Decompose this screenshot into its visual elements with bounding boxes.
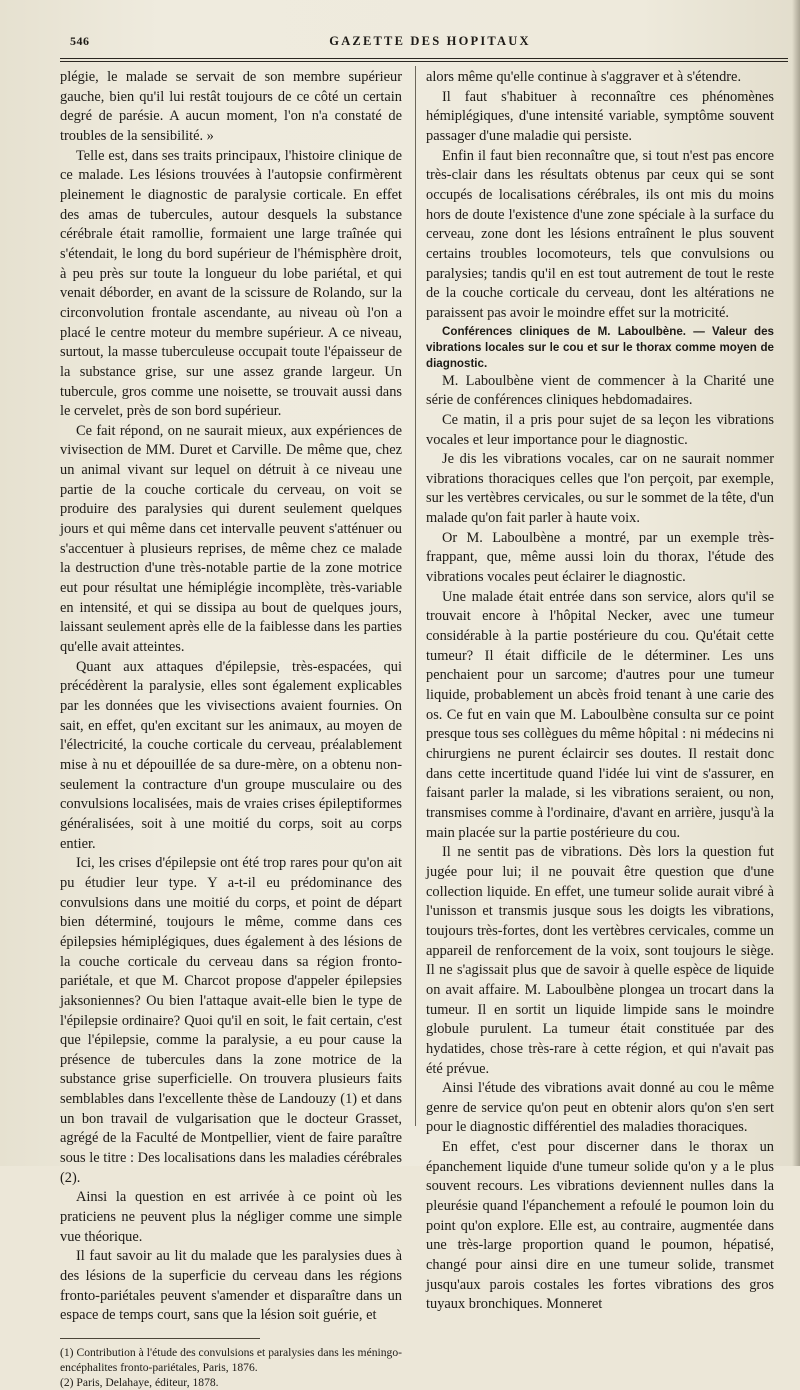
paragraph: Une malade était entrée dans son service, alors qu'il se trouvait encore à l'hôpital Necker, avec une tumeur considérable à la partie postérieure du cou. Qu'était cette tumeur? Il était difficile de le déterminer. Les uns penchaient pour un sarcome; d'autres pour une tumeur liquide, probablement un abcès froid tenant à une carie des os. Ce fut en vain que M. Laboulbène consulta sur ce point presque tous ses collègues du même hôpital : ni médecins ni chirurgiens ne purent éclaircir ses doutes. Il restait donc dans cette incertitude quand l'idée lui vint de s'assurer, en faisant parler la malade, si les vibrations seraient, ou non, transmises comme à l'ordinaire, d'avant en arrière, jusqu'à la main placée sur la partie postérieure du cou. [426, 588, 774, 841]
paragraph: En effet, c'est pour discerner dans le thorax un épanchement liquide d'une tumeur solide qu'on y a le plus souvent recours. Les vibrations deviennent nulles dans la pleurésie quand l'épanchement a refoulé le poumon loin du point qu'on explore. Elle est, au contraire, augmentée dans une très-large proportion quand le poumon, hépatisé, changé pour ainsi dire en une tumeur solide, transmet jusqu'aux parois costales les fortes vibrations des gros tuyaux bronchiques. Monneret [426, 1139, 774, 1313]
paragraph: Il ne sentit pas de vibrations. Dès lors la question fut jugée pour lui; il ne pouvait être question que d'une collection liquide. En effet, une tumeur solide aurait vibré à l'unisson et transmis jusque sous les doigts les vibrations, toujours très-fortes, dont les vertèbres cervicales, comme un appareil de renforcement de la voix, sont toujours le siège. Il ne s'agissait plus que de savoir à quelle espèce de liquide on avait affaire. M. Laboulbène plongea un trocart dans la tumeur. Il en sortit un liquide limpide sans le moindre globule purulent. La tumeur était constituée par des hydatides, chose très-rare à cette région, et qui n'avait pas été prévue. [426, 844, 774, 1077]
running-title: GAZETTE DES HOPITAUX [329, 34, 531, 48]
paragraph: plégie, le malade se servait de son membre supérieur gauche, bien qu'il lui restât toujours de ce côté un certain degré de parésie. A aucun moment, l'on n'a constaté de troubles de la sensibilité. » [60, 69, 402, 144]
paragraph: Telle est, dans ses traits principaux, l'histoire clinique de ce malade. Les lésions trouvées à l'autopsie confirmèrent pleinement le diagnostic de paralysie corticale. En effet des amas de tubercules, autour desquels la substance cérébrale était ramollie, formaient une large traînée qui s'étendait, le long du bord supérieur de l'hémisphère droit, à peu près sur toute la longueur du lobe pariétal, et qui venait déborder, en avant de la scissure de Rolando, sur la circonvolution frontale ascendante, au niveau où l'on a placé le centre moteur du membre supérieur. A ce niveau, surtout, la masse tuberculeuse occupait toute l'épaisseur de la substance grise, sur une assez grande largeur. Un tubercule, gros comme une noisette, se trouvait aussi dans le cervelet, près de son bord supérieur. [60, 147, 402, 420]
paragraph: Quant aux attaques d'épilepsie, très-espacées, qui précédèrent la paralysie, elles sont également explicables par les données que les vivisections avaient fournies. On sait, en effet, qu'en excitant sur les animaux, au moyen de l'électricité, la couche corticale du cerveau, préalablement mise à nu et dépouillée de sa dure-mère, on a obtenu non-seulement la contracture d'un groupe musculaire ou des convulsions localisées, mais de vraies crises épileptiformes généralisées, soit à une moitié du corps, soit au corps entier. [60, 658, 402, 852]
paragraph: Or M. Laboulbène a montré, par un exemple très-frappant, que, même aussi loin du thorax, l'étude des vibrations vocales peut éclairer le diagnostic. [426, 529, 774, 586]
paragraph: Ce matin, il a pris pour sujet de sa leçon les vibrations vocales et leur importance pour le diagnostic. [426, 411, 774, 448]
paragraph: Ainsi l'étude des vibrations avait donné au cou le même genre de service qu'on peut en obtenir alors qu'on s'en sert pour le diagnostic différentiel des maladies thoraciques. [426, 1080, 774, 1136]
paragraph: Ici, les crises d'épilepsie ont été trop rares pour qu'on ait pu étudier leur type. Y a-t-il eu prédominance des convulsions dans une moitié du corps, et point de départ bien déterminé, toujours le même, comme dans ces épilepsies hémiplégiques, dues également à des lésions de la couche corticale du cerveau dans sa région fronto-pariétale, et que M. Charcot propose d'appeler épilepsies jaksoniennes? Ou bien l'attaque avait-elle bien le type de l'épilepsie ordinaire? Quoi qu'il en soit, le fait certain, c'est que l'épilepsie, comme la paralysie, a eu pour cause la présence de tubercules dans la zone motrice de la substance grise superficielle. On trouvera plusieurs faits semblables dans l'excellente thèse de Landouzy (1) et dans un bon travail de vulgarisation que le docteur Grasset, agrégé de la Faculté de Montpellier, vient de faire paraître sous le titre : Des localisations dans les maladies cérébrales (2). [60, 855, 402, 1186]
footnote: (1) Contribution à l'étude des convulsions et paralysies dans les méningo-encéphalites fronto-pariétales, Paris, 1876. [60, 1346, 402, 1374]
paragraph: alors même qu'elle continue à s'aggraver et à s'étendre. [426, 69, 742, 85]
footnote: (2) Paris, Delahaye, éditeur, 1878. [60, 1376, 219, 1389]
paragraph: M. Laboulbène vient de commencer à la Charité une série de conférences cliniques hebdomadaires. [426, 372, 774, 409]
footnotes [60, 1345, 402, 1390]
paragraph: Il faut s'habituer à reconnaître ces phénomènes hémiplégiques, d'une intensité variable, symptôme souvent passager d'une maladie qui persiste. [426, 88, 774, 144]
paragraph: Ce fait répond, on ne saurait mieux, aux expériences de vivisection de MM. Duret et Carville. De même que, chez un animal vivant sur lequel on détruit à ce niveau une partie de la couche corticale du cerveau, on voit se produire des paralysies qui durent seulement quelques jours et qui même dans cet intervalle peuvent s'atténuer ou s'accentuer à plusieurs reprises, de même chez ce malade la destruction d'une très-notable partie de la zone motrice eut pour résultat une hémiplégie incomplète, très-variable en intensité, et qui se dissipa au bout de quelques jours, laissant seulement après elle de la faiblesse dans les parties qu'elle avait atteintes. [60, 422, 402, 656]
footnote-rule [60, 1338, 260, 1339]
paragraph: Ainsi la question en est arrivée à ce point où les praticiens ne peuvent plus la négliger comme une simple vue théorique. [60, 1189, 402, 1245]
page-number: 546 [70, 34, 90, 48]
column-divider [415, 66, 416, 1126]
page-header [70, 34, 790, 56]
left-column [60, 68, 402, 1390]
header-rule [60, 58, 788, 62]
page-edge-shadow [792, 0, 800, 1166]
right-column [426, 68, 774, 1315]
paragraph: Je dis les vibrations vocales, car on ne saurait nommer vibrations thoraciques celles que l'on perçoit, par exemple, sur les vertèbres cervicales, ou sur le sommet de la tête, d'un malade qu'on fait parler à haute voix. [426, 451, 774, 527]
paragraph: Il faut savoir au lit du malade que les paralysies dues à des lésions de la superficie du cerveau dans les régions fronto-pariétales peuvent s'amender et disparaître dans un espace de temps court, sans que la lésion soit guérie, et [60, 1248, 402, 1324]
paragraph: Enfin il faut bien reconnaître que, si tout n'est pas encore très-clair dans les résultats obtenus par ceux qui se sont occupés de localisations cérébrales, ils ont mis du moins hors de doute l'existence d'une zone spéciale à la surface du cerveau, zone dont les lésions entraînent le plus souvent certains troubles locomoteurs, tels que convulsions ou paralysies; tandis qu'il en est tout autrement de tout le reste de la couche corticale du cerveau, dont les altérations ne paraissent pas avoir le moindre effet sur la motricité. [426, 147, 774, 321]
section-heading: Conférences cliniques de M. Laboulbène. — Valeur des vibrations locales sur le cou et sur le thorax comme moyen de diagnostic. [426, 324, 774, 370]
